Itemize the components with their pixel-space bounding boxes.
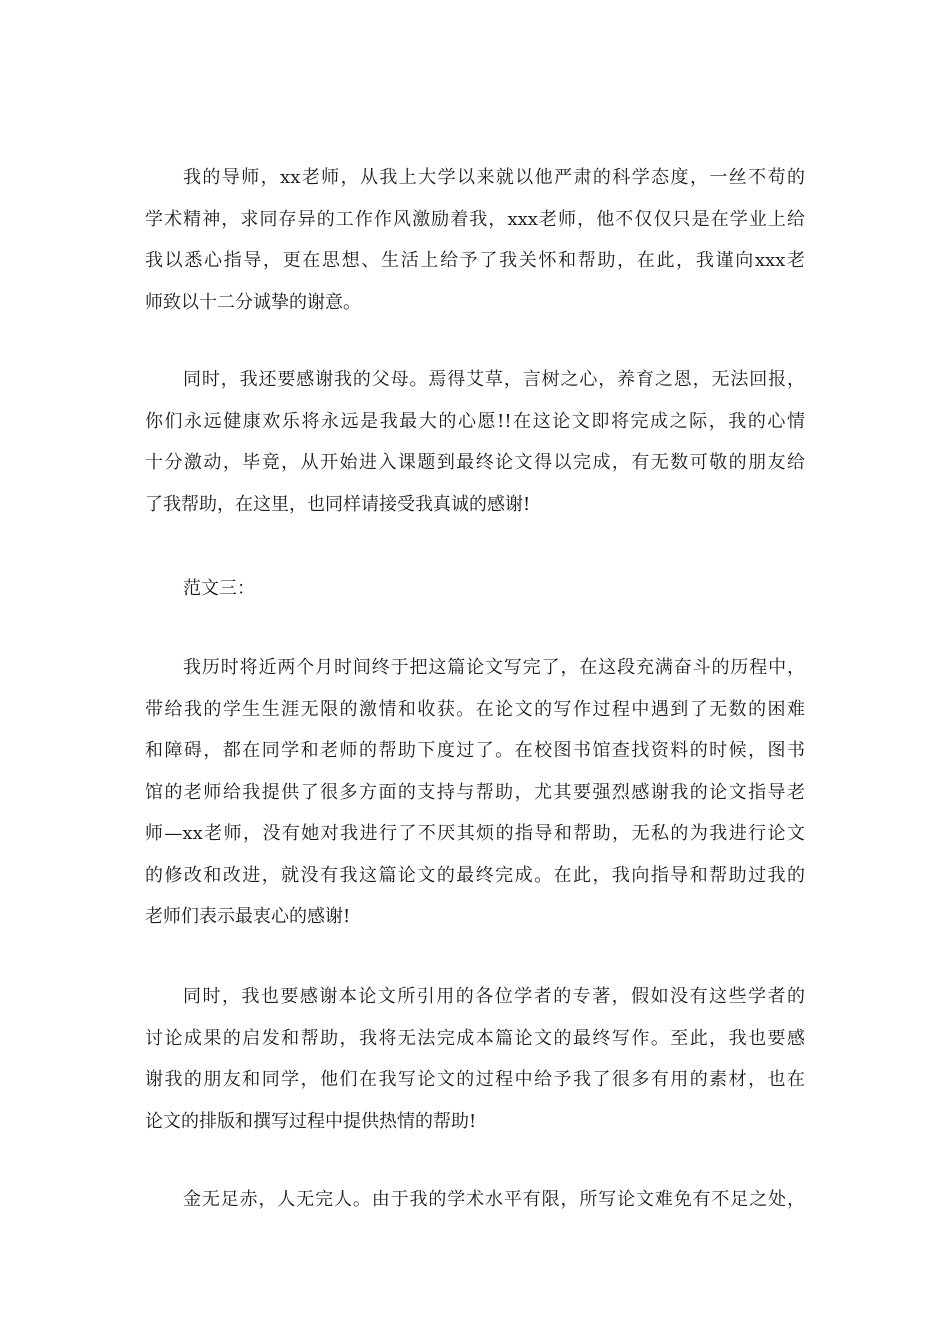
text-line: 同时，我也要感谢本论文所引用的各位学者的专著，假如没有这些学者的 — [183, 986, 805, 1007]
text-line: 范文三： — [183, 578, 255, 599]
text-line: 了我帮助，在这里，也同样请接受我真诚的感谢! — [145, 493, 531, 515]
text-line: 我历时将近两个月时间终于把这篇论文写完了，在这段充满奋斗的历程中， — [183, 657, 805, 678]
section-heading-sample-three — [145, 568, 810, 610]
text-line: 金无足赤，人无完人。由于我的学术水平有限，所写论文难免有不足之处， — [183, 1189, 805, 1210]
text-line: 同时，我还要感谢我的父母。焉得艾草，言树之心，养育之恩，无法回报， — [183, 369, 805, 390]
text-line: 你们永远健康欢乐将永远是我最大的心愿!!在这论文即将完成之际，我的心情 — [145, 410, 805, 432]
text-line: 带给我的学生生涯无限的激情和收获。在论文的写作过程中遇到了无数的困难 — [145, 698, 805, 720]
text-line: 师致以十二分诚挚的谢意。 — [145, 291, 361, 313]
text-line: 的修改和改进，就没有我这篇论文的最终完成。在此，我向指导和帮助过我的 — [145, 864, 805, 886]
text-line: 学术精神，求同存异的工作作风激励着我，xxx老师，他不仅仅只是在学业上给 — [145, 208, 805, 230]
text-line: 论文的排版和撰写过程中提供热情的帮助! — [145, 1110, 477, 1132]
text-line: 谢我的朋友和同学，他们在我写论文的过程中给予我了很多有用的素材，也在 — [145, 1069, 805, 1090]
text-line: 馆的老师给我提供了很多方面的支持与帮助，尤其要强烈感谢我的论文指导老 — [145, 781, 805, 803]
text-line: 讨论成果的启发和帮助，我将无法完成本篇论文的最终写作。至此，我也要感 — [145, 1027, 805, 1049]
text-line: 和障碍，都在同学和老师的帮助下度过了。在校图书馆查找资料的时候，图书 — [145, 740, 805, 761]
text-line: 师—xx老师，没有她对我进行了不厌其烦的指导和帮助，无私的为我进行论文 — [145, 823, 805, 844]
text-line: 我以悉心指导，更在思想、生活上给予了我关怀和帮助，在此，我谨向xxx老 — [145, 250, 805, 271]
paragraph-scholars-thanks — [145, 976, 810, 1142]
paragraph-imperfection — [145, 1179, 810, 1221]
text-line: 老师们表示最衷心的感谢! — [145, 906, 351, 927]
paragraph-thesis-completion — [145, 647, 810, 938]
text-line: 十分激动，毕竟，从开始进入课题到最终论文得以完成，有无数可敬的朋友给 — [145, 452, 805, 473]
paragraph-advisor-thanks — [145, 157, 810, 323]
paragraph-parents-thanks — [145, 359, 810, 525]
text-line: 我的导师，xx老师，从我上大学以来就以他严肃的科学态度，一丝不苟的 — [183, 167, 805, 188]
